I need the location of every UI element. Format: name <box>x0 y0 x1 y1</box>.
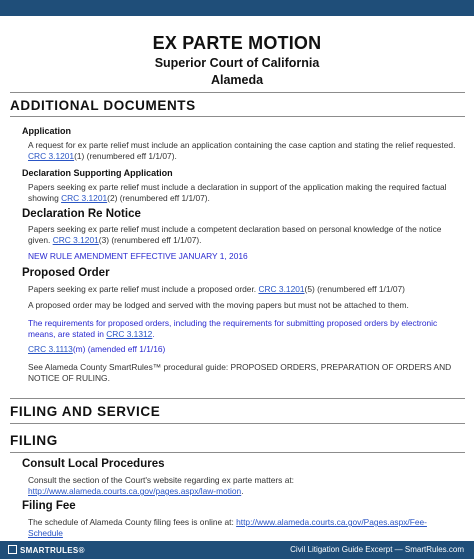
page-title: EX PARTE MOTION <box>152 33 322 53</box>
smartrules-mark-icon <box>8 545 17 554</box>
proposed-order-text-end: (5) (renumbered eff 1/1/07) <box>304 284 405 294</box>
application-text: A request for ex parte relief must include an application containing the case caption and stating the relief requested. <box>28 140 456 150</box>
heading-declaration-supporting: Declaration Supporting Application <box>22 168 173 178</box>
declaration-supporting-paragraph <box>28 182 460 204</box>
county-name: Alameda <box>210 73 264 87</box>
crc-3-1113-link[interactable]: CRC 3.1113 <box>28 344 73 354</box>
section-title-additional-documents: ADDITIONAL DOCUMENTS <box>10 98 196 113</box>
divider <box>10 452 465 453</box>
declaration-notice-text: Papers seeking ex parte relief must include a competent declaration based on personal knowledge of the notice given. <box>28 224 442 245</box>
proposed-order-paragraph-5: See Alameda County SmartRules™ procedural guide: PROPOSED ORDERS, PREPARATION OF ORDERS AND NOTICE OF RULING. <box>28 362 452 383</box>
crc-3-1201-link[interactable]: CRC 3.1201 <box>52 235 99 245</box>
proposed-order-paragraph-4 <box>28 344 460 355</box>
proposed-order-requirements-end: . <box>152 329 155 339</box>
consult-text: Consult the section of the Court's website regarding ex parte matters at: <box>28 475 295 485</box>
law-motion-url-link[interactable]: http://www.alameda.courts.ca.gov/pages.aspx/law-motion <box>28 486 242 496</box>
logo-text: SMARTRULES <box>20 546 79 555</box>
section-title-filing: FILING <box>10 433 58 448</box>
crc-3-1201-link[interactable]: CRC 3.1201 <box>61 193 108 203</box>
logo-trademark: ® <box>78 546 85 555</box>
proposed-order-requirements-text: The requirements for proposed orders, including the requirements for submitting proposed orders by electronic means, are stated in <box>28 318 438 339</box>
fee-schedule-url-link[interactable]: http://www.alameda.courts.ca.gov/Pages.aspx/Fee-Schedule <box>28 517 427 538</box>
heading-filing-fee: Filing Fee <box>22 500 76 512</box>
heading-consult-local-procedures: Consult Local Procedures <box>22 458 165 470</box>
filing-fee-paragraph <box>28 517 460 539</box>
declaration-supporting-text-end: (2) (renumbered eff 1/1/07). <box>107 193 210 203</box>
crc-3-1312-link[interactable]: CRC 3.1312 <box>106 329 153 339</box>
declaration-supporting-text: Papers seeking ex parte relief must include a declaration in support of the application making the required factual showing <box>28 182 447 203</box>
smartrules-logo[interactable] <box>8 545 85 555</box>
divider <box>10 423 465 424</box>
proposed-order-text: Papers seeking ex parte relief must include a proposed order. <box>28 284 259 294</box>
footer-caption: Civil Litigation Guide Excerpt — SmartRules.com <box>290 545 464 554</box>
divider <box>10 92 465 93</box>
crc-3-1201-link[interactable]: CRC 3.1201 <box>28 151 75 161</box>
top-bar <box>0 0 474 16</box>
heading-application: Application <box>22 126 71 136</box>
section-title-filing-and-service: FILING AND SERVICE <box>10 404 161 419</box>
consult-text-end: . <box>241 486 244 496</box>
court-name: Superior Court of California <box>154 56 320 70</box>
consult-paragraph <box>28 475 460 497</box>
application-text-end: (1) (renumbered eff 1/1/07). <box>74 151 177 161</box>
declaration-notice-text-end: (3) (renumbered eff 1/1/07). <box>98 235 202 245</box>
filing-fee-text: The schedule of Alameda County filing fees is online at: <box>28 517 237 527</box>
amendment-notice: NEW RULE AMENDMENT EFFECTIVE JANUARY 1, 2016 <box>28 251 248 261</box>
heading-declaration-notice: Declaration Re Notice <box>22 208 141 220</box>
application-paragraph <box>28 140 460 162</box>
proposed-order-paragraph-3 <box>28 318 460 340</box>
proposed-order-paragraph-1 <box>28 284 460 295</box>
declaration-notice-paragraph <box>28 224 460 246</box>
heading-proposed-order: Proposed Order <box>22 267 110 279</box>
divider <box>10 398 465 399</box>
amended-text: (m) (amended eff 1/1/16) <box>72 344 166 354</box>
proposed-order-paragraph-2: A proposed order may be lodged and served with the moving papers but must not be attached to them. <box>28 300 409 310</box>
footer-bar <box>0 541 474 559</box>
divider <box>10 116 465 117</box>
crc-3-1201-link[interactable]: CRC 3.1201 <box>258 284 305 294</box>
